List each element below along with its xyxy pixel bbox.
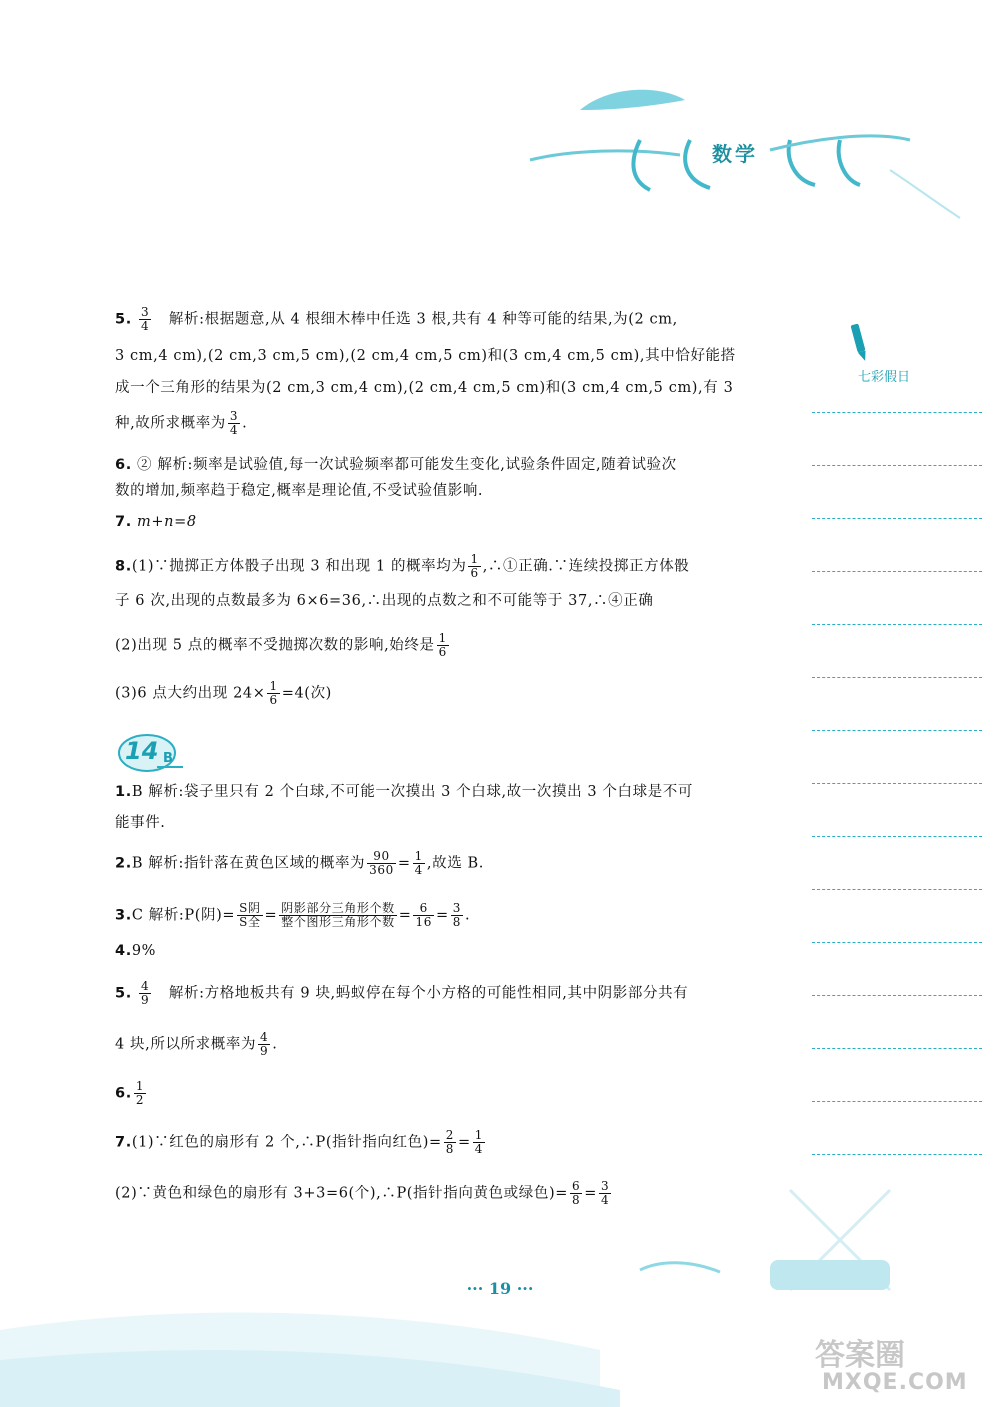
q8-line2: 子 6 次,出现的点数最多为 6×6=36,∴出现的点数之和不可能等于 37,∴④正确	[115, 593, 654, 609]
watermark-url: MXQE.COM	[822, 1370, 968, 1395]
q8-line3: (2)出现 5 点的概率不受抛掷次数的影响,始终是 $\frac{1}{6}$	[115, 631, 447, 659]
watermark-logo: 答案圈	[815, 1338, 905, 1373]
fraction: $\frac{1}{4}$	[474, 1128, 483, 1156]
question-number: 3.	[115, 907, 132, 924]
fraction: $\frac{\text{阴影部分三角形个数}}{\text{整个图形三角形个数}}$	[281, 901, 395, 929]
b-q6-line	[115, 1080, 148, 1107]
q6-line2: 数的增加,频率趋于稳定,概率是理论值,不受试验值影响.	[115, 483, 484, 499]
answer-fraction: $\frac{1}{2}$	[135, 1079, 145, 1107]
q5-line4: 种,故所求概率为 $\frac{3}{4}$ .	[115, 409, 248, 437]
note-line	[812, 624, 982, 625]
note-line	[812, 1154, 982, 1155]
b-q5-line1: 5. $\frac{4}{9}$ 解析:方格地板共有 9 块,蚂蚁停在每个小方格的可能性相同,其中阴影部分共有	[115, 979, 689, 1007]
section-letter: B	[163, 751, 173, 766]
q7-line: 7. m+n=8	[115, 514, 197, 530]
b-q1-line1: 1.B 解析:袋子里只有 2 个白球,不可能一次摸出 3 个白球,故一次摸出 3 个白球是不可	[115, 784, 694, 800]
fraction: $\frac{4}{9}$	[260, 1030, 269, 1058]
q8-line1: 8.(1)∵抛掷正方体骰子出现 3 和出现 1 的概率均为 $\frac{1}{6}$ ,∴①正确.∵连续投掷正方体骰	[115, 552, 690, 580]
note-line	[812, 783, 982, 784]
note-line	[812, 1101, 982, 1102]
section-number: 14	[125, 737, 159, 765]
question-number: 7.	[115, 1134, 132, 1151]
section-badge	[117, 731, 187, 775]
q6-line1: 6. ② 解析:频率是试验值,每一次试验频率都可能发生变化,试验条件固定,随着试验次	[115, 457, 677, 473]
b-q5-line2: 4 块,所以所求概率为 $\frac{4}{9}$ .	[115, 1030, 278, 1058]
b-q2-line: 2.B 解析:指针落在黄色区域的概率为 $\frac{90}{360}$ = $\frac{1}{4}$ ,故选 B.	[115, 849, 484, 877]
note-line	[812, 465, 982, 466]
q8-line4: (3)6 点大约出现 24× $\frac{1}{6}$ =4(次)	[115, 679, 332, 707]
note-line	[812, 995, 982, 996]
b-q1-line2: 能事件.	[115, 815, 166, 831]
question-number: 5.	[115, 311, 132, 328]
note-line	[812, 730, 982, 731]
question-number: 5.	[115, 985, 132, 1002]
b-q3-line: 3.C 解析:P(阴)= $\frac{\text{S阴}}{\text{S全}}$ = $\frac{\text{阴影部分三角形个数}}{\text{整个图形三角形个数}}$ = $\frac{6}{16}$ = $\frac{3}{8}$ .	[115, 901, 471, 929]
question-number: 8.	[115, 558, 132, 575]
answer-fraction: $\frac{3}{4}$	[141, 305, 150, 333]
fraction: $\frac{\text{S阴}}{\text{S全}}$	[239, 901, 261, 929]
page-number: ··· 19 ···	[466, 1279, 534, 1298]
q5-line3: 成一个三角形的结果为(2 cm,3 cm,4 cm),(2 cm,4 cm,5 cm)和(3 cm,4 cm,5 cm),有 3	[115, 380, 734, 396]
b-q7-line1: 7.(1)∵红色的扇形有 2 个,∴P(指针指向红色)= $\frac{2}{8}$ = $\frac{1}{4}$	[115, 1128, 483, 1156]
note-line	[812, 836, 982, 837]
fraction: $\frac{90}{360}$	[369, 849, 394, 877]
fraction: $\frac{1}{6}$	[269, 679, 278, 707]
pencil-icon	[848, 322, 868, 364]
note-line	[812, 942, 982, 943]
q5-line1: 5. $\frac{3}{4}$ 解析:根据题意,从 4 根细木棒中任选 3 根,共有 4 种等可能的结果,为(2 cm,	[115, 305, 678, 333]
answer-fraction: $\frac{4}{9}$	[141, 979, 150, 1007]
fraction: $\frac{6}{16}$	[415, 901, 432, 929]
note-line	[812, 571, 982, 572]
b-q7-line2: (2)∵黄色和绿色的扇形有 3+3=6(个),∴P(指针指向黄色或绿色)= $\frac{6}{8}$ = $\frac{3}{4}$	[115, 1179, 610, 1207]
fraction: $\frac{3}{8}$	[452, 901, 461, 929]
fraction: $\frac{3}{4}$	[229, 409, 239, 437]
question-number: 2.	[115, 855, 132, 872]
note-line	[812, 1048, 982, 1049]
question-number: 4.	[115, 943, 132, 959]
subject-title: 数学	[712, 142, 758, 166]
note-line	[812, 412, 982, 413]
question-number: 7.	[115, 514, 132, 530]
b-q4-line: 4.9%	[115, 943, 157, 959]
note-line	[812, 889, 982, 890]
note-line	[812, 677, 982, 678]
fraction: $\frac{6}{8}$	[571, 1179, 581, 1207]
fraction: $\frac{1}{4}$	[414, 849, 423, 877]
fraction: $\frac{2}{8}$	[445, 1128, 454, 1156]
fraction: $\frac{3}{4}$	[600, 1179, 610, 1207]
fraction: $\frac{1}{6}$	[438, 631, 447, 659]
question-number: 6.	[115, 1085, 132, 1102]
sidebar-title: 七彩假日	[858, 370, 911, 385]
q5-line2: 3 cm,4 cm),(2 cm,3 cm,5 cm),(2 cm,4 cm,5 cm)和(3 cm,4 cm,5 cm),其中恰好能搭	[115, 348, 736, 364]
note-line	[812, 518, 982, 519]
question-number: 6.	[115, 457, 132, 473]
question-number: 1.	[115, 784, 132, 800]
fraction: $\frac{1}{6}$	[470, 552, 479, 580]
